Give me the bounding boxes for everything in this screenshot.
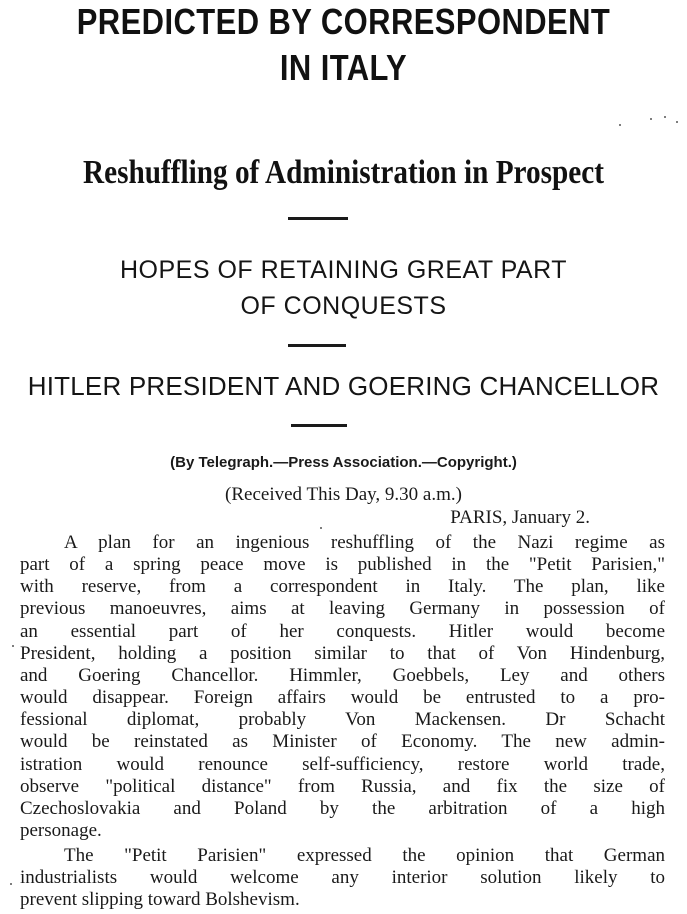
body-line: prevent slipping toward Bolshevism. [20, 889, 300, 910]
body-line: The "Petit Parisien" expressed the opinion that German [64, 845, 665, 866]
body-line: industrialists would welcome any interior solution likely to [20, 867, 665, 888]
body-line: and Goering Chancellor. Himmler, Goebbels, Ley and others [20, 665, 665, 686]
received-time: (Received This Day, 9.30 a.m.) [225, 484, 462, 505]
body-line: President, holding a position similar to that of Von Hindenburg, [20, 643, 665, 664]
deck-line-1: HOPES OF RETAINING GREAT PART [120, 256, 567, 284]
print-speck [10, 883, 12, 885]
deck-line-2: OF CONQUESTS [240, 292, 447, 320]
deck-secondary: HITLER PRESIDENT AND GOERING CHANCELLOR [27, 371, 660, 401]
body-line: Czechoslovakia and Poland by the arbitration of a high [20, 798, 665, 819]
body-line: personage. [20, 820, 102, 841]
headline-line-2: IN ITALY [279, 47, 408, 88]
dateline: PARIS, January 2. [450, 507, 590, 528]
print-speck [320, 527, 322, 529]
print-speck [676, 121, 678, 123]
body-line: observe "political distance" from Russia, and fix the size of [20, 776, 665, 797]
divider-rule-1 [288, 217, 348, 220]
print-speck [650, 118, 652, 120]
body-line: previous manoeuvres, aims at leaving Germany in possession of [20, 598, 665, 619]
divider-rule-2 [288, 344, 346, 347]
body-line: an essential part of her conquests. Hitler would become [20, 621, 665, 642]
body-line: fessional diplomat, probably Von Mackensen. Dr Schacht [20, 709, 665, 730]
body-line: with reserve, from a correspondent in Italy. The plan, like [20, 576, 665, 597]
divider-rule-3 [291, 424, 347, 427]
body-line: would be reinstated as Minister of Economy. The new admin- [20, 731, 665, 752]
body-line: istration would renounce self-sufficiency, restore world trade, [20, 754, 665, 775]
body-line: A plan for an ingenious reshuffling of the Nazi regime as [64, 532, 665, 553]
print-speck [12, 645, 14, 647]
press-credit: (By Telegraph.—Press Association.—Copyright.) [170, 454, 517, 471]
body-line: part of a spring peace move is published in the "Petit Parisien," [20, 554, 665, 575]
body-line: would disappear. Foreign affairs would be entrusted to a pro- [20, 687, 665, 708]
print-speck [619, 124, 621, 126]
headline-line-1: PREDICTED BY CORRESPONDENT [76, 1, 611, 42]
subheadline: Reshuffling of Administration in Prospect [83, 154, 604, 191]
print-speck [664, 116, 666, 118]
